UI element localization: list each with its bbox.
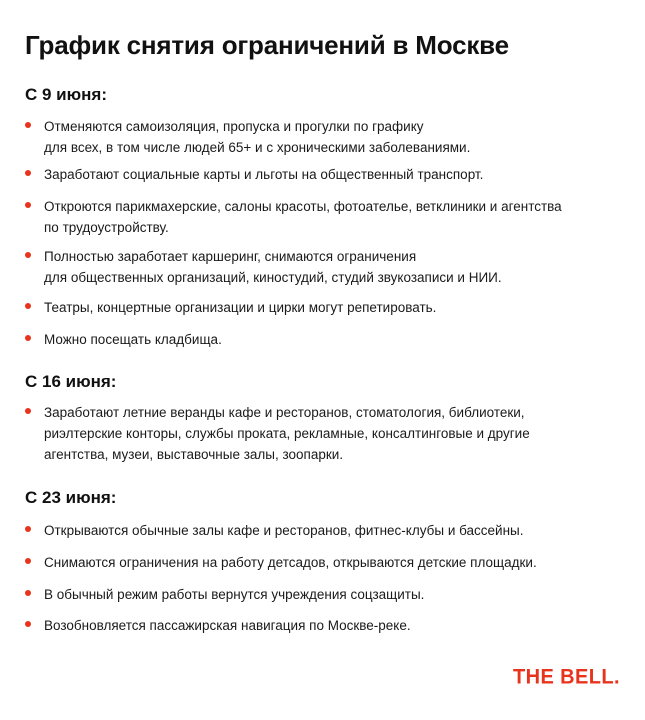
list-item-text: Театры, концертные организации и цирки могут репетировать. (44, 300, 437, 315)
page-title: График снятия ограничений в Москве (25, 30, 509, 60)
list-item-text: Полностью заработает каршеринг, снимаются ограничения для общественных организаций, киностудий, студий звукозаписи и НИИ. (44, 249, 502, 285)
bullet-icon (25, 408, 31, 414)
bullet-icon (25, 252, 31, 258)
bullet-icon (25, 170, 31, 176)
bullet-icon (25, 303, 31, 309)
bullet-icon (25, 558, 31, 564)
list-item-text: Заработают социальные карты и льготы на общественный транспорт. (44, 167, 484, 182)
bullet-icon (25, 526, 31, 532)
section-heading-june-16: С 16 июня: (25, 372, 117, 391)
bullet-icon (25, 621, 31, 627)
section-heading-june-9: С 9 июня: (25, 85, 107, 104)
list-item-text: Отменяются самоизоляция, пропуска и прогулки по графику для всех, в том числе людей 65+ и с хроническими заболеваниями. (44, 119, 471, 155)
section-heading-june-23: С 23 июня: (25, 488, 117, 507)
bullet-icon (25, 122, 31, 128)
list-item-text: В обычный режим работы вернутся учреждения соцзащиты. (44, 587, 425, 602)
list-item-text: Можно посещать кладбища. (44, 332, 222, 347)
bullet-icon (25, 590, 31, 596)
bullet-icon (25, 202, 31, 208)
list-item-text: Возобновляется пассажирская навигация по Москве-реке. (44, 618, 411, 633)
list-item-text: Откроются парикмахерские, салоны красоты, фотоателье, ветклиники и агентства по трудоустройству. (44, 199, 562, 235)
the-bell-logo: THE BELL. (513, 665, 620, 689)
list-item-text: Открываются обычные залы кафе и ресторанов, фитнес-клубы и бассейны. (44, 523, 524, 538)
list-item-text: Снимаются ограничения на работу детсадов, открываются детские площадки. (44, 555, 537, 570)
bullet-icon (25, 335, 31, 341)
list-item-text: Заработают летние веранды кафе и ресторанов, стоматология, библиотеки, риэлтерские конторы, службы проката, рекламные, консалтинговые и другие агентства, музеи, выставочные залы, зоопарки. (44, 405, 530, 462)
